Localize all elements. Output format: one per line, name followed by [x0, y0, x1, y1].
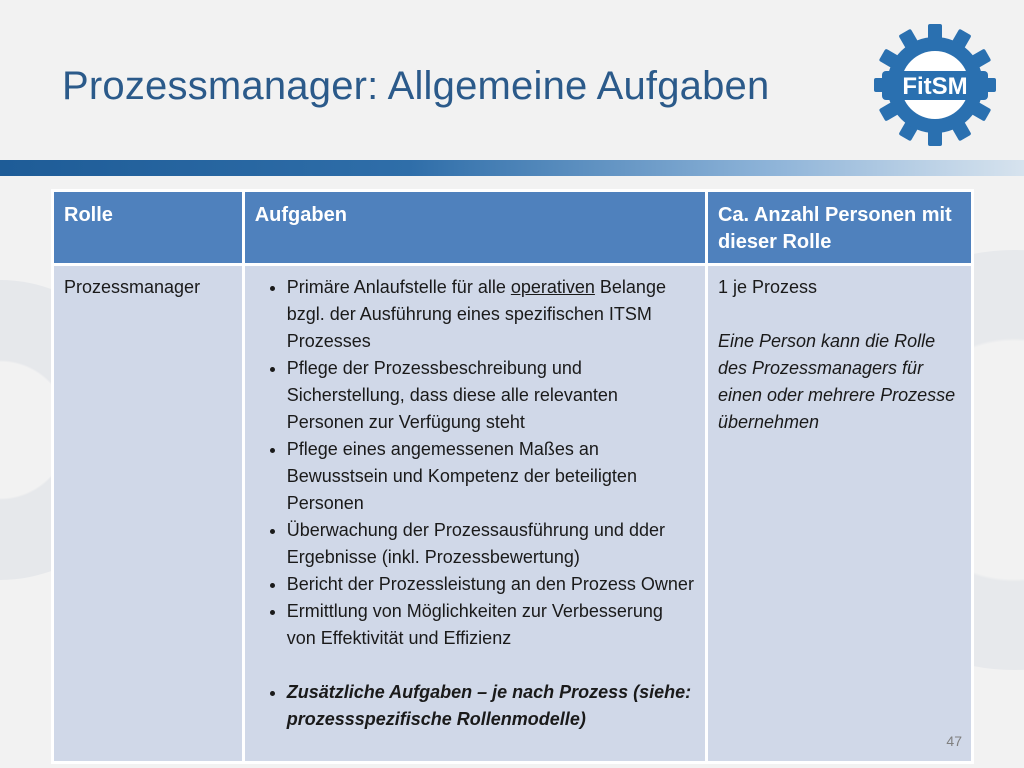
- task-item-5: • Bericht der Prozessleistung an den Prozess Owner: [287, 571, 695, 598]
- person-count-spacer: [718, 301, 961, 328]
- fitsm-logo: [874, 24, 996, 146]
- task-item-1-text-after: Belange bzgl. der Ausführung eines spezifischen ITSM Prozesses: [286, 277, 666, 351]
- page-number: 47: [946, 733, 962, 749]
- person-count: 1 je Prozess: [717, 277, 818, 297]
- task-item-1-underlined: operativen: [510, 277, 595, 297]
- task-item-1: [287, 274, 695, 355]
- table-header-row: [54, 192, 971, 263]
- cell-anzahl: [708, 266, 971, 761]
- task-list-additional: [255, 679, 695, 733]
- table-row: [54, 266, 971, 761]
- task-item-2: • Pflege der Prozessbeschreibung und Sicherstellung, dass diese alle relevanten Personen zur Verfügung steht: [287, 355, 695, 436]
- cell-aufgaben: [245, 266, 705, 761]
- title-band: [0, 160, 1024, 176]
- task-item-6: • Ermittlung von Möglichkeiten zur Verbesserung von Effektivität und Effizienz: [287, 598, 695, 652]
- task-item-1-text-before: Primäre Anlaufstelle für alle: [286, 277, 511, 297]
- task-item-3: • Pflege eines angemessenen Maßes an Bewusstsein und Kompetenz der beteiligten Personen: [287, 436, 695, 517]
- header-anzahl-personen: Ca. Anzahl Personen mit dieser Rolle: [708, 192, 971, 263]
- cell-rolle: Prozessmanager: [54, 266, 242, 761]
- task-item-7: • Zusätzliche Aufgaben – je nach Prozess (siehe: prozessspezifische Rollenmodelle): [287, 679, 695, 733]
- task-item-4: • Überwachung der Prozessausführung und dder Ergebnisse (inkl. Prozessbewertung): [287, 517, 695, 571]
- roles-table: [51, 189, 974, 764]
- header-aufgaben: Aufgaben: [245, 192, 705, 263]
- slide-title: Prozessmanager: Allgemeine Aufgaben: [62, 64, 770, 108]
- task-list-spacer: [255, 652, 695, 679]
- person-count-note: Eine Person kann die Rolle des Prozessmanagers für einen oder mehrere Prozesse übernehmen: [717, 331, 956, 432]
- task-list: [255, 274, 695, 652]
- logo-text: FitSM: [902, 73, 968, 100]
- header-rolle: Rolle: [54, 192, 242, 263]
